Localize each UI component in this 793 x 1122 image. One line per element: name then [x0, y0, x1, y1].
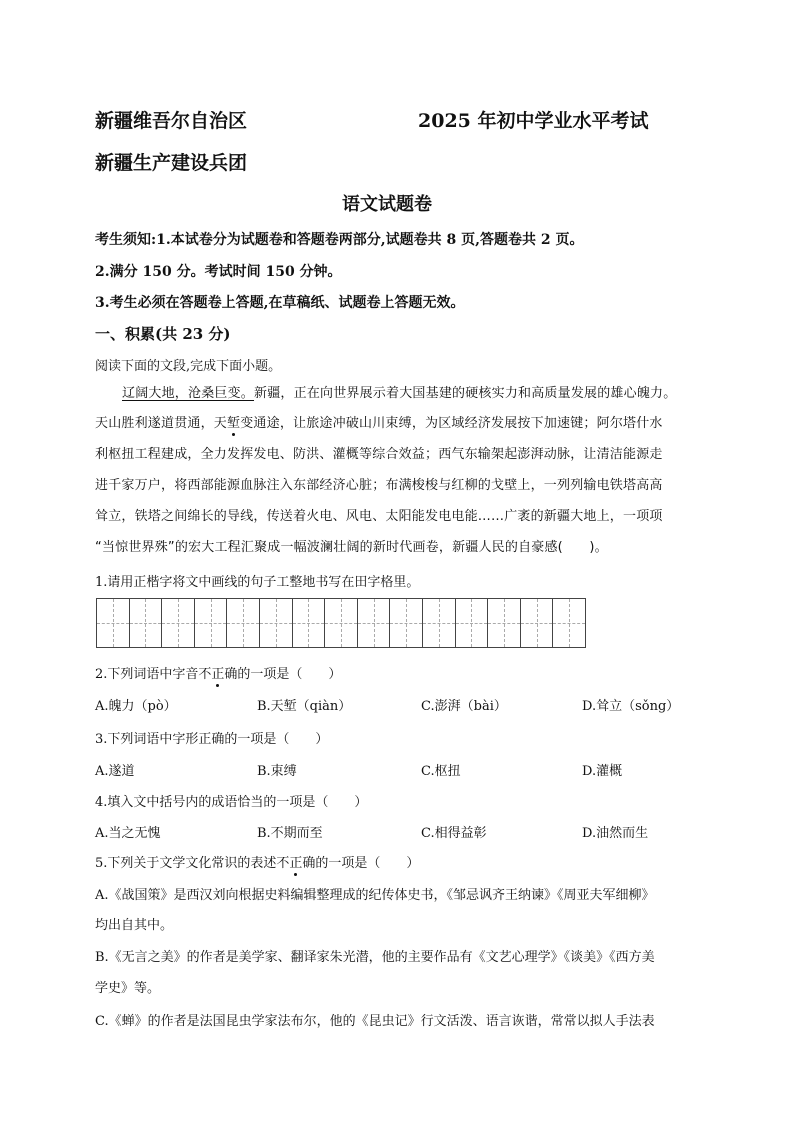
section-instruction: 阅读下面的文段,完成下面小题。 [95, 359, 282, 374]
passage-line-4: 进千家万户，将西部能源血脉注入东部经济心脏；布满梭梭与红柳的戈壁上，一列列输电铁塔高高 [95, 478, 663, 493]
passage-line-3: 利枢扭工程建成，全力发挥发电、防洪、灌概等综合效益；西气东输架起澎湃动脉，让清洁能源走 [95, 447, 663, 462]
passage-line-5: 耸立，铁塔之间绵长的导线，传送着火电、风电、太阳能发电电能……广袤的新疆大地上，一项项 [95, 509, 663, 524]
passage-line-2 [95, 412, 663, 431]
grid-cell[interactable] [488, 599, 521, 647]
grid-cell[interactable] [325, 599, 358, 647]
question-text: 的一项是（ ） [315, 856, 420, 871]
grid-cell[interactable] [521, 599, 554, 647]
exam-name: 2025 年初中学业水平考试 [418, 110, 649, 132]
notice-line1: 考生须知:1.本试卷分为试题卷和答题卷两部分,试题卷共 8 页,答题卷共 2 页。 [95, 232, 584, 248]
grid-cell[interactable] [195, 599, 228, 647]
q2-option-b: B.天堑（qiàn） [257, 699, 352, 714]
question-4: 4.填入文中括号内的成语恰当的一项是（ ） [95, 795, 368, 810]
notice-line3: 3.考生必须在答题卷上答题,在草稿纸、试题卷上答题无效。 [95, 295, 465, 311]
q3-option-a: A.遂道 [95, 764, 135, 779]
q4-option-a: A.当之无愧 [95, 826, 161, 841]
q2-option-a: A.魄力（pò） [95, 699, 177, 714]
question-2 [95, 663, 341, 682]
q2-option-d: D.耸立（sǒng） [582, 699, 680, 714]
section-heading: 一、积累(共 23 分) [95, 325, 231, 343]
q3-option-c: C.枢扭 [421, 764, 461, 779]
passage-text: 天山胜利遂道贯通，天 [95, 416, 228, 431]
region-line2: 新疆生产建设兵团 [95, 152, 248, 174]
grid-cell[interactable] [358, 599, 391, 647]
q5-option-a-line2: 均出自其中。 [95, 918, 174, 933]
q3-option-b: B.束缚 [257, 764, 297, 779]
q3-option-d: D.灌概 [582, 764, 623, 779]
grid-cell[interactable] [162, 599, 195, 647]
question-3: 3.下列词语中字形正确的一项是（ ） [95, 732, 329, 747]
writing-grid[interactable] [96, 598, 586, 648]
question-text: 5.下列关于文学文化常识的表述 [95, 856, 277, 871]
paper-title: 语文试题卷 [342, 194, 432, 215]
grid-cell[interactable] [423, 599, 456, 647]
passage-line-1 [122, 382, 676, 401]
grid-cell[interactable] [456, 599, 489, 647]
emphasis-negation: 不正确 [276, 856, 316, 871]
grid-cell[interactable] [390, 599, 423, 647]
q5-option-b-line2: 学史》等。 [95, 981, 161, 996]
grid-cell[interactable] [293, 599, 326, 647]
question-text: 2.下列词语中字音 [95, 667, 199, 682]
region-line1: 新疆维吾尔自治区 [95, 110, 248, 132]
emphasis-negation: 不正确 [198, 667, 238, 682]
question-text: 的一项是（ ） [237, 667, 342, 682]
grid-cell[interactable] [130, 599, 163, 647]
grid-cell[interactable] [260, 599, 293, 647]
grid-cell[interactable] [227, 599, 260, 647]
notice-line2: 2.满分 150 分。考试时间 150 分钟。 [95, 264, 342, 280]
question-5 [95, 852, 419, 871]
passage-text: 变通途，让旅途冲破山川束缚，为区域经济发展按下加速键；阿尔塔什水 [240, 416, 663, 431]
q4-option-b: B.不期而至 [257, 826, 323, 841]
passage-line-6: “当惊世界殊”的宏大工程汇聚成一幅波澜壮阔的新时代画卷，新疆人民的自豪感( )。 [95, 540, 608, 555]
passage-underlined-sentence: 辽阔大地，沧桑巨变。 [122, 386, 255, 401]
q4-option-d: D.油然而生 [582, 826, 649, 841]
grid-cell[interactable] [553, 599, 585, 647]
q5-option-a-line1: A.《战国策》是西汉刘向根据史料编辑整理成的纪传体史书，《邹忌讽齐王纳谏》《周亚夫军细柳》 [95, 888, 655, 903]
q5-option-c-line1: C.《蝉》的作者是法国昆虫学家法布尔，他的《昆虫记》行文活泼、语言诙谐，常常以拟人手法表 [95, 1014, 655, 1029]
emphasis-char: 堑 [227, 416, 241, 431]
passage-text: 新疆，正在向世界展示着大国基建的硬核实力和高质量发展的雄心魄力。 [254, 386, 677, 401]
grid-cell[interactable] [97, 599, 130, 647]
q4-option-c: C.相得益彰 [421, 826, 487, 841]
question-1: 1.请用正楷字将文中画线的句子工整地书写在田字格里。 [95, 575, 420, 590]
q5-option-b-line1: B.《无言之美》的作者是美学家、翻译家朱光潜，他的主要作品有《文艺心理学》《谈美》《西方美 [95, 950, 655, 965]
q2-option-c: C.澎湃（bài） [421, 699, 507, 714]
